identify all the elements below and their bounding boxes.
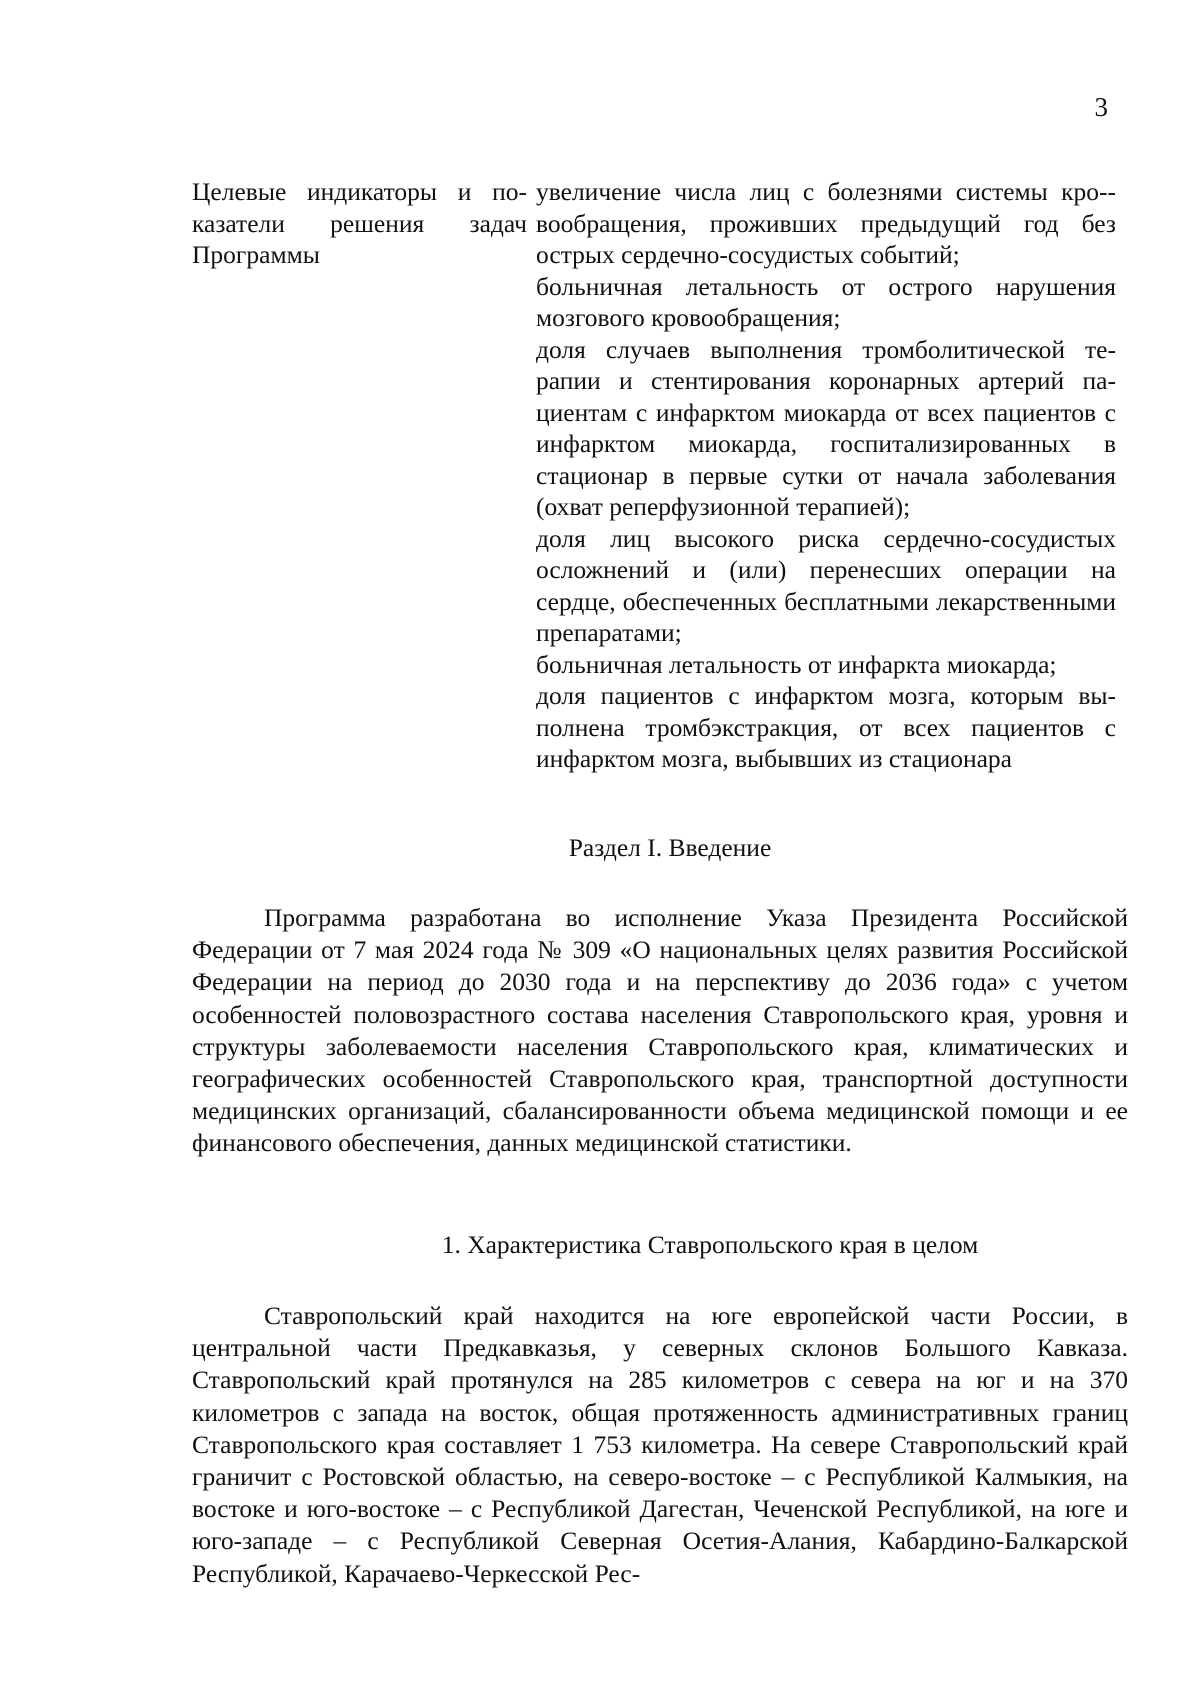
indicator-item: больничная летальность от инфаркта миокарда; (536, 649, 1057, 679)
indicator-item: доля пациентов с инфарктом мозга, которым выполнена тромбэкстракция, от всех пациентов с инфарктом мозга, выбывших из стационара (536, 681, 1116, 773)
indicator-item: увеличение числа лиц с болезнями системы кро-вообращения, проживших предыдущий год без острых сердечно-сосудистых событий; (536, 177, 1116, 269)
passport-row-indicators (536, 176, 1116, 775)
indicator-item: больничная летальность от острого нарушения мозгового кровообращения; (536, 271, 1116, 332)
label-line-2: казатели решения задач (192, 208, 527, 238)
introduction-paragraph: Программа разработана во исполнение Указа Президента Российской Федерации от 7 мая 2024 года № 309 «О национальных целях развития Российской Федерации на период до 2030 года и на перспективу до 2036 года» с учетом особенностей половозрастного состава населения Ставропольского края, уровня и структуры заболеваемости населения Ставропольского края, климатических и географических особенностей Ставропольского края, транспортной доступности медицинских организаций, сбалансированности объема медицинской помощи и ее финансового обеспечения, данных медицинской статистики. (192, 903, 1128, 1158)
indicator-item: доля случаев выполнения тромболитической терапии и стентирования коронарных артерий пациентам с инфарктом миокарда от всех пациентов с инфарктом миокарда, госпитализированных в стационар в первые сутки от начала заболевания (охват реперфузионной терапией); (536, 334, 1116, 521)
section-title-introduction: Раздел I. Введение (568, 833, 772, 862)
passport-row-label (192, 176, 528, 775)
label-line-3: Программы (192, 240, 320, 269)
page-number: 3 (1094, 92, 1108, 122)
label-line-1: Целевые индикаторы и по- (192, 177, 527, 206)
section-title-characteristics: 1. Характеристика Ставропольского края в целом (441, 1230, 979, 1259)
characteristics-paragraph: Ставропольский край находится на юге европейской части России, в центральной части Предкавказья, у северных склонов Большого Кавказа. Ставропольский край протянулся на 285 километров с севера на юг и на 370 километров с запада на восток, общая протяженность административных границ Ставропольского края составляет 1 753 километра. На севере Ставропольский край граничит с Ростовской областью, на северо-востоке – с Республикой Калмыкия, на востоке и юго-востоке – с Республикой Дагестан, Чеченской Республикой, на юге и юго-западе – с Республикой Северная Осетия-Алания, Кабардино-Балкарской Республикой, Карачаево-Черкесской Рес- (192, 1301, 1128, 1588)
indicator-item: доля лиц высокого риска сердечно-сосудистых осложнений и (или) перенесших операции на сердце, обеспеченных бесплатными лекарственными препаратами; (536, 523, 1116, 647)
passport-table-row (192, 176, 1128, 775)
